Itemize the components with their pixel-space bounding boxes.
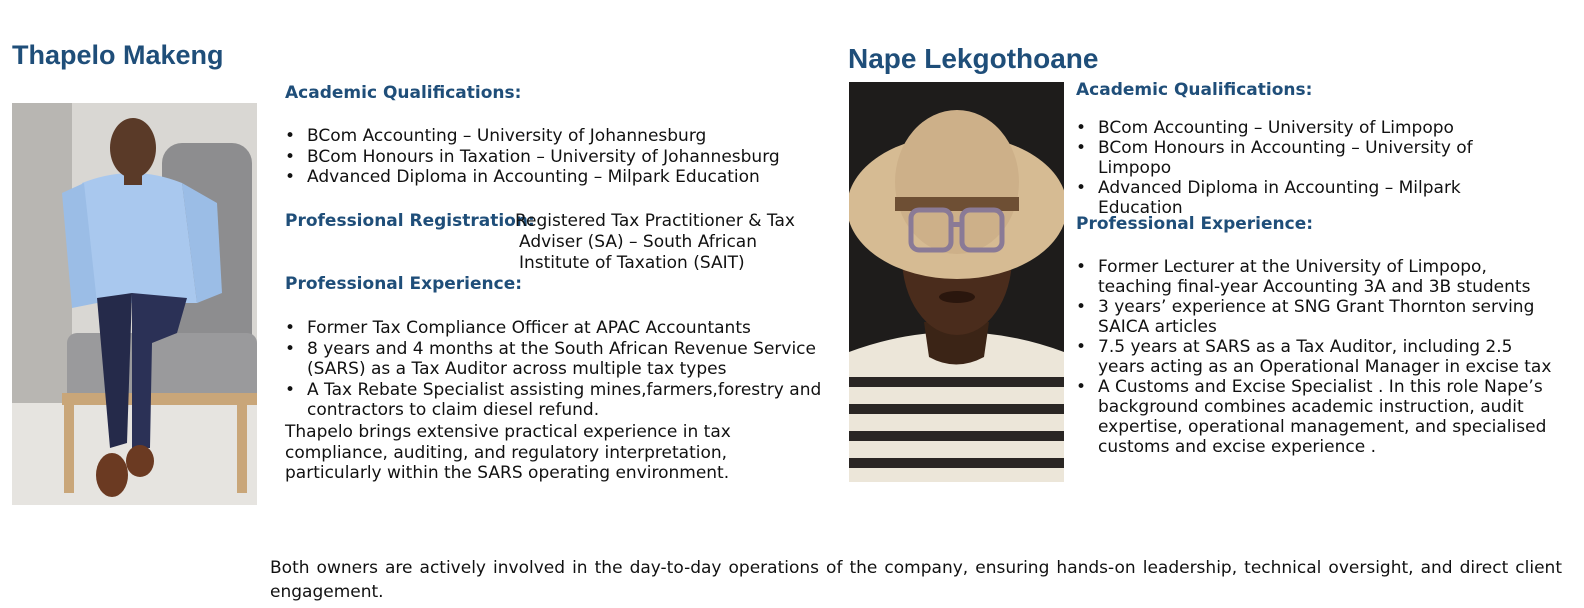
person1-name: Thapelo Makeng xyxy=(12,40,224,70)
list-item: • BCom Honours in Accounting – University of Limpopo xyxy=(1076,138,1546,178)
registration-line: Registered Tax Practitioner & Tax xyxy=(515,211,795,231)
person2-experience-list xyxy=(1076,257,1552,457)
list-item: • A Customs and Excise Specialist . In this role Nape’s background combines academic instruction, audit expertise, operational management, and specialised customs and excise experience . xyxy=(1076,377,1552,457)
list-item: • 3 years’ experience at SNG Grant Thornton serving SAICA articles xyxy=(1076,297,1552,337)
person2-photo xyxy=(849,82,1064,482)
person1-registration-text xyxy=(515,211,815,274)
list-item: • BCom Honours in Taxation – University of Johannesburg xyxy=(285,147,825,168)
person2-qualifications-heading: Academic Qualifications: xyxy=(1076,80,1313,100)
person1-summary: Thapelo brings extensive practical experience in tax compliance, auditing, and regulatory interpretation, particularly within the SARS operating environment. xyxy=(285,422,731,483)
list-item: • BCom Accounting – University of Johannesburg xyxy=(285,126,825,147)
list-item: • 8 years and 4 months at the South African Revenue Service (SARS) as a Tax Auditor across multiple tax types xyxy=(285,339,825,380)
person1-registration-heading: Professional Registration: xyxy=(285,211,535,231)
person1-photo xyxy=(12,103,257,505)
person2-qualifications-list xyxy=(1076,118,1546,218)
registration-line: Institute of Taxation (SAIT) xyxy=(519,253,745,273)
person1-experience-list xyxy=(285,318,825,421)
list-item: • Former Lecturer at the University of Limpopo, teaching final-year Accounting 3A and 3B students xyxy=(1076,257,1552,297)
person-portrait-icon xyxy=(849,82,1064,482)
list-item: • 7.5 years at SARS as a Tax Auditor, including 2.5 years acting as an Operational Manager in excise tax xyxy=(1076,337,1552,377)
person1-experience-heading: Professional Experience: xyxy=(285,274,523,294)
list-item: • A Tax Rebate Specialist assisting mines,farmers,forestry and contractors to claim diesel refund. xyxy=(285,380,825,421)
list-item: • BCom Accounting – University of Limpopo xyxy=(1076,118,1546,138)
list-item: • Advanced Diploma in Accounting – Milpark Education xyxy=(285,167,825,188)
list-item: • Former Tax Compliance Officer at APAC Accountants xyxy=(285,318,825,339)
person1-qualifications-list xyxy=(285,126,825,188)
person2-experience-heading: Professional Experience: xyxy=(1076,214,1314,234)
person2-name: Nape Lekgothoane xyxy=(848,43,1099,74)
person1-qualifications-heading: Academic Qualifications: xyxy=(285,83,522,103)
footer-statement: Both owners are actively involved in the day-to-day operations of the company, ensuring hands-on leadership, technical oversight, and direct client engagement. xyxy=(270,558,1562,602)
list-item: • Advanced Diploma in Accounting – Milpark Education xyxy=(1076,178,1468,218)
person-portrait-icon xyxy=(12,103,257,505)
registration-line: Adviser (SA) – South African xyxy=(519,232,757,252)
